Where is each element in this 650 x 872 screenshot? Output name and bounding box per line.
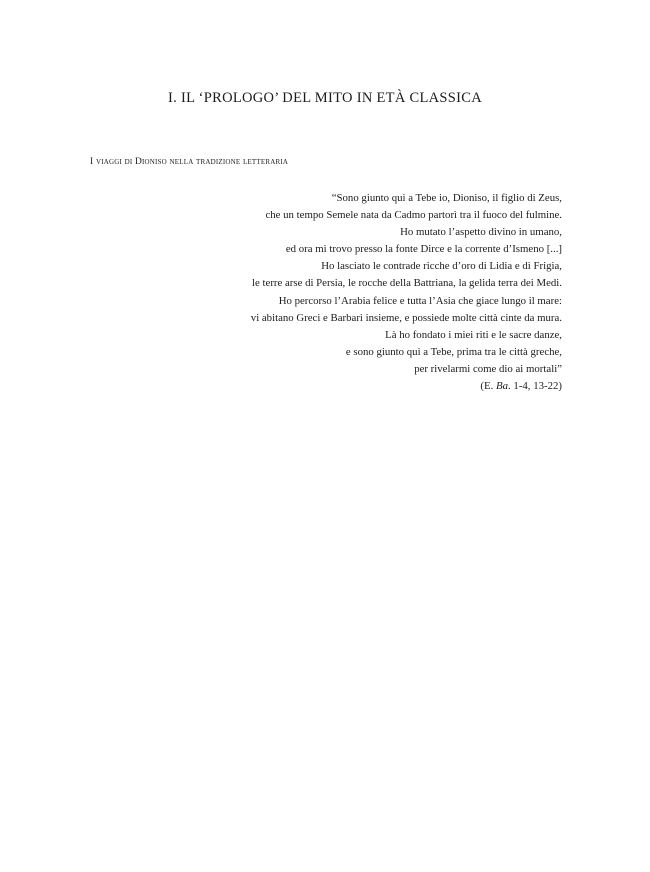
chapter-title: I. IL ‘PROLOGO’ DEL MITO IN ETÀ CLASSICA: [167, 90, 483, 106]
epigraph-line: Ho mutato l’aspetto divino in umano,: [400, 226, 562, 239]
epigraph-line: Ho percorso l’Arabia felice e tutta l’Asia che giace lungo il mare:: [278, 294, 562, 307]
epigraph-source-open: (E.: [480, 380, 497, 393]
epigraph-line: che un tempo Semele nata da Cadmo partorì tra il fuoco del fulmine.: [265, 209, 562, 222]
epigraph: [150, 190, 562, 395]
epigraph-line: “Sono giunto qui a Tebe io, Dioniso, il figlio di Zeus,: [331, 192, 562, 204]
epigraph-line: ed ora mi trovo presso la fonte Dirce e la corrente d’Ismeno [...]: [285, 243, 562, 256]
section-title: I viaggi di Dioniso nella tradizione letteraria: [90, 157, 289, 167]
epigraph-line: Là ho fondato i miei riti e le sacre danze,: [385, 328, 562, 341]
epigraph-source-close: . 1-4, 13-22): [508, 380, 562, 393]
epigraph-line: Ho lasciato le contrade ricche d’oro di Lidia e di Frigia,: [321, 260, 562, 273]
epigraph-line: le terre arse di Persia, le rocche della Battriana, la gelida terra dei Medi.: [252, 277, 562, 290]
epigraph-line: vi abitano Greci e Barbari insieme, e possiede molte città cinte da mura.: [250, 311, 562, 324]
epigraph-source: [150, 378, 562, 395]
epigraph-source-work: Ba: [496, 380, 509, 393]
epigraph-line: e sono giunto qui a Tebe, prima tra le città greche,: [345, 345, 562, 358]
epigraph-line: per rivelarmi come dio ai mortali”: [414, 362, 562, 375]
